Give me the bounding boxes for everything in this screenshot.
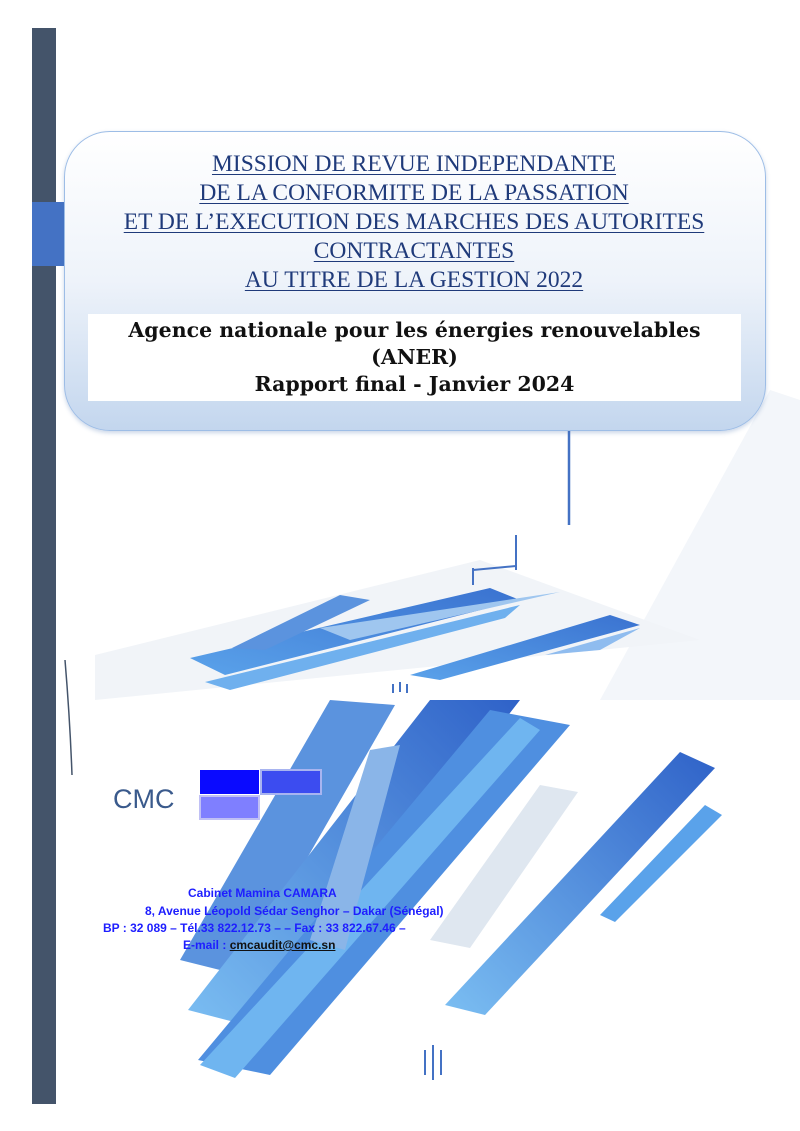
report-title: Rapport final - Janvier 2024 [254,372,575,396]
entity-box [88,314,741,401]
email-link[interactable]: cmcaudit@cmc.sn [229,938,336,952]
email-label: E-mail : [183,938,230,952]
firm-logo-text: CMC [113,784,175,814]
mission-line: DE LA CONFORMITE DE LA PASSATION [199,180,629,206]
mission-line: AU TITRE DE LA GESTION 2022 [244,267,584,293]
mission-line: ET DE L’EXECUTION DES MARCHES DES AUTORITES [123,209,705,235]
mission-line: MISSION DE REVUE INDEPENDANTE [211,151,617,177]
firm-logo-icon [199,769,323,821]
firm-address: 8, Avenue Léopold Sédar Senghor – Dakar (Sénégal) [145,904,444,918]
entity-name: Agence nationale pour les énergies renouvelables [128,318,701,342]
mission-title [64,150,764,295]
mission-line: CONTRACTANTES [313,238,515,264]
entity-acronym: (ANER) [371,345,458,369]
background-shape [600,390,800,700]
firm-name: Cabinet Mamina CAMARA [188,886,337,900]
firm-contact: BP : 32 089 – Tél.33 822.12.73 – – Fax : 33 822.67.46 – [103,921,406,935]
firm-email-line [183,938,335,952]
